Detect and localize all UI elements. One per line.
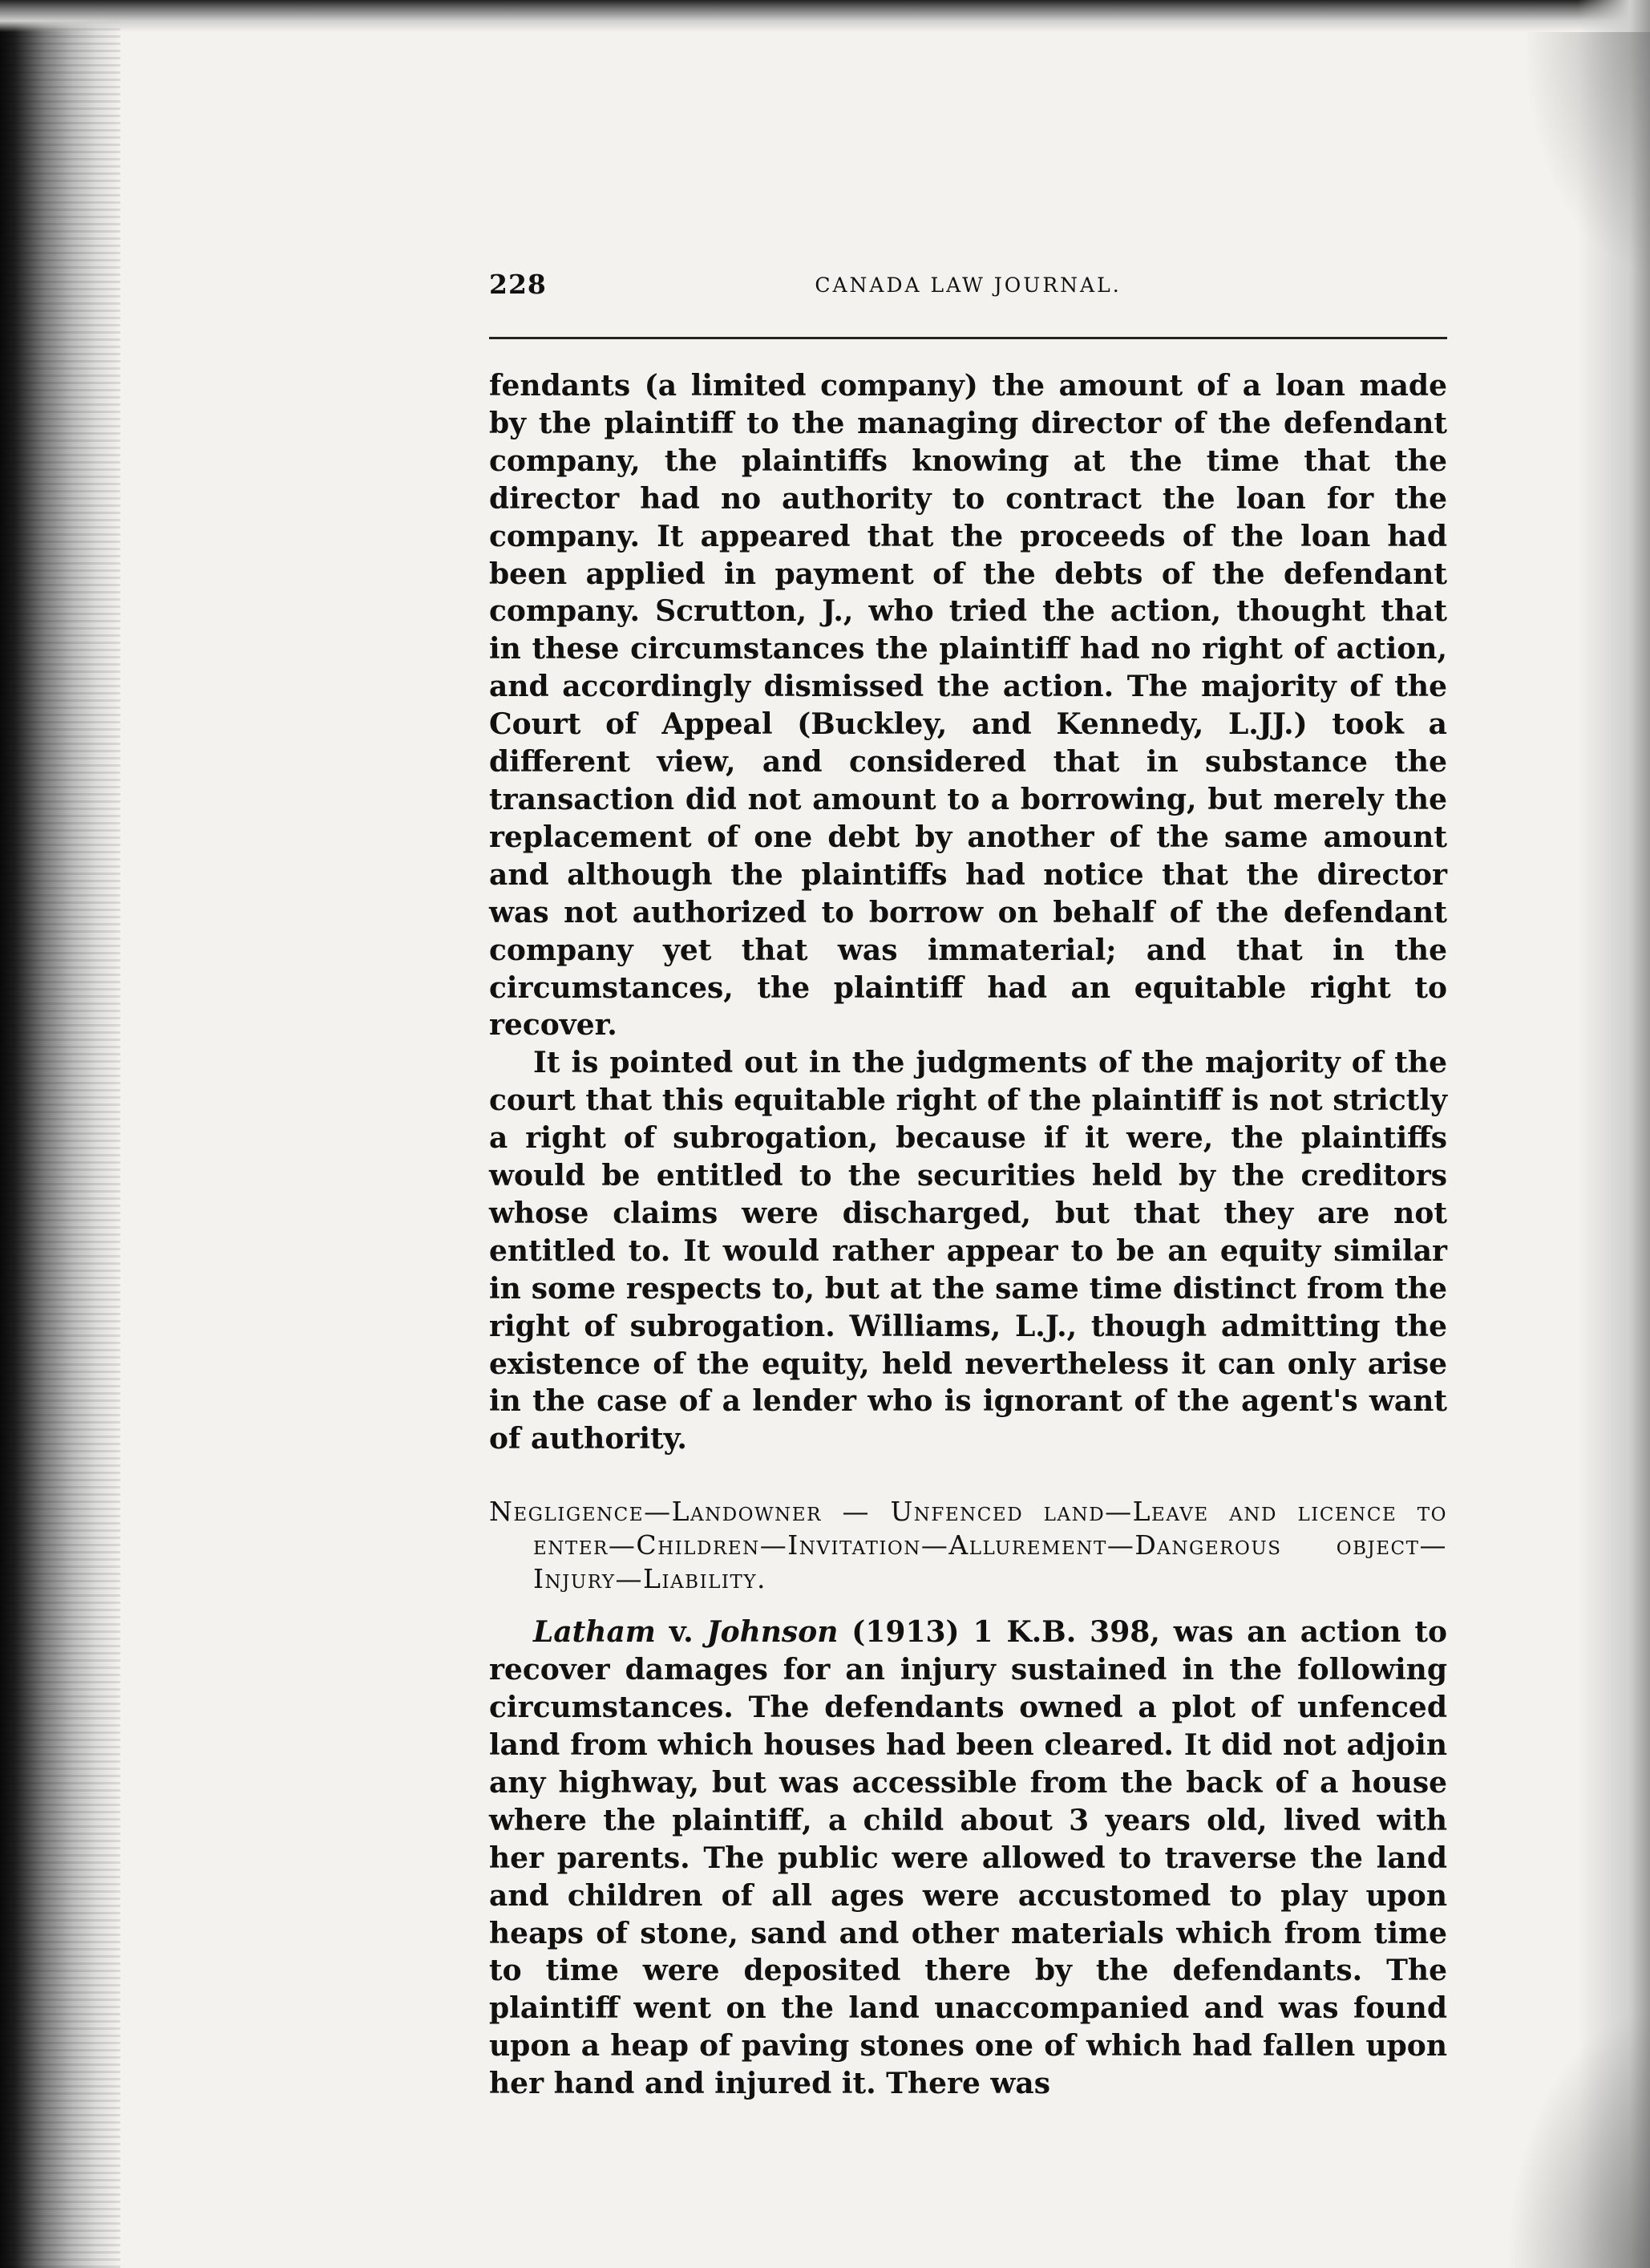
case-name-defendant: Johnson (706, 1615, 839, 1650)
case-text: (1913) 1 K.B. 398, was an action to recover damages for an injury sustained in the following circumstances. The defendants owned a plot of unfenced land from which houses had been cleared. It did not adjoin any highway, but was accessible from the back of a house where the plaintiff, a child about 3 years old, lived with her parents. The public were allowed to traverse the land and children of all ages were accustomed to play upon heaps of stone, sand and other materials which from time to time were deposited there by the defendants. The plaintiff went on the land unaccompanied and was found upon a heap of paving stones one of which had fallen upon her hand and injured it. There was (489, 1615, 1447, 2101)
paragraph-subrogation: It is pointed out in the judgments of the majority of the court that this equitable right of the plaintiff is not strictly a right of subrogation, because if it were, the plaintiffs would be entitled to the securities held by the creditors whose claims were discharged, but that they are not entitled to. It would rather appear to be an equity similar in some respects to, but at the same time distinct from the right of subrogation. Williams, L.J., though admitting the existence of the equity, held nevertheless it can only arise in the case of a lender who is ignorant of the agent's want of authority. (489, 1046, 1447, 1456)
scan-binding-shadow (0, 0, 120, 2268)
page-number: 228 (489, 269, 547, 300)
paragraph-continued: fendants (a limited company) the amount of a loan made by the plaintiff to the managing director of the defendant company, the plaintiffs knowing at the time that the director had no authority to contract the loan for the company. It appeared that the proceeds of the loan had been applied in payment of the debts of the defendant company. Scrutton, J., who tried the action, thought that in these circumstances the plaintiff had no right of action, and accordingly dismissed the action. The majority of the Court of Appeal (Buckley, and Kennedy, L.JJ.) took a different view, and considered that in substance the transaction did not amount to a borrowing, but merely the replacement of one debt by another of the same amount and although the plaintiffs had notice that the director was not authorized to borrow on behalf of the defendant company yet that was immaterial; and that in the circumstances, the plaintiff had an equitable right to recover. (489, 369, 1447, 1043)
case-name-plaintiff: Latham (533, 1615, 656, 1650)
running-head: CANADA LAW JOURNAL. (815, 273, 1122, 297)
case-versus: v. (655, 1615, 707, 1650)
scan-corner-top-right (1522, 32, 1650, 273)
scan-corner-bottom-right (1506, 2011, 1650, 2268)
scan-right-edge (1578, 0, 1650, 2268)
section-heading: Negligence—Landowner — Unfenced land—Leave and licence to enter—Children—Invitation—Allurement—Dangerous object—Injury—Liability. (489, 1496, 1447, 1595)
scan-top-edge (0, 0, 1650, 32)
paragraph-latham-v-johnson (489, 1614, 1447, 2103)
page-header (489, 269, 1447, 309)
page-body (489, 367, 1447, 2103)
header-rule (489, 337, 1447, 339)
